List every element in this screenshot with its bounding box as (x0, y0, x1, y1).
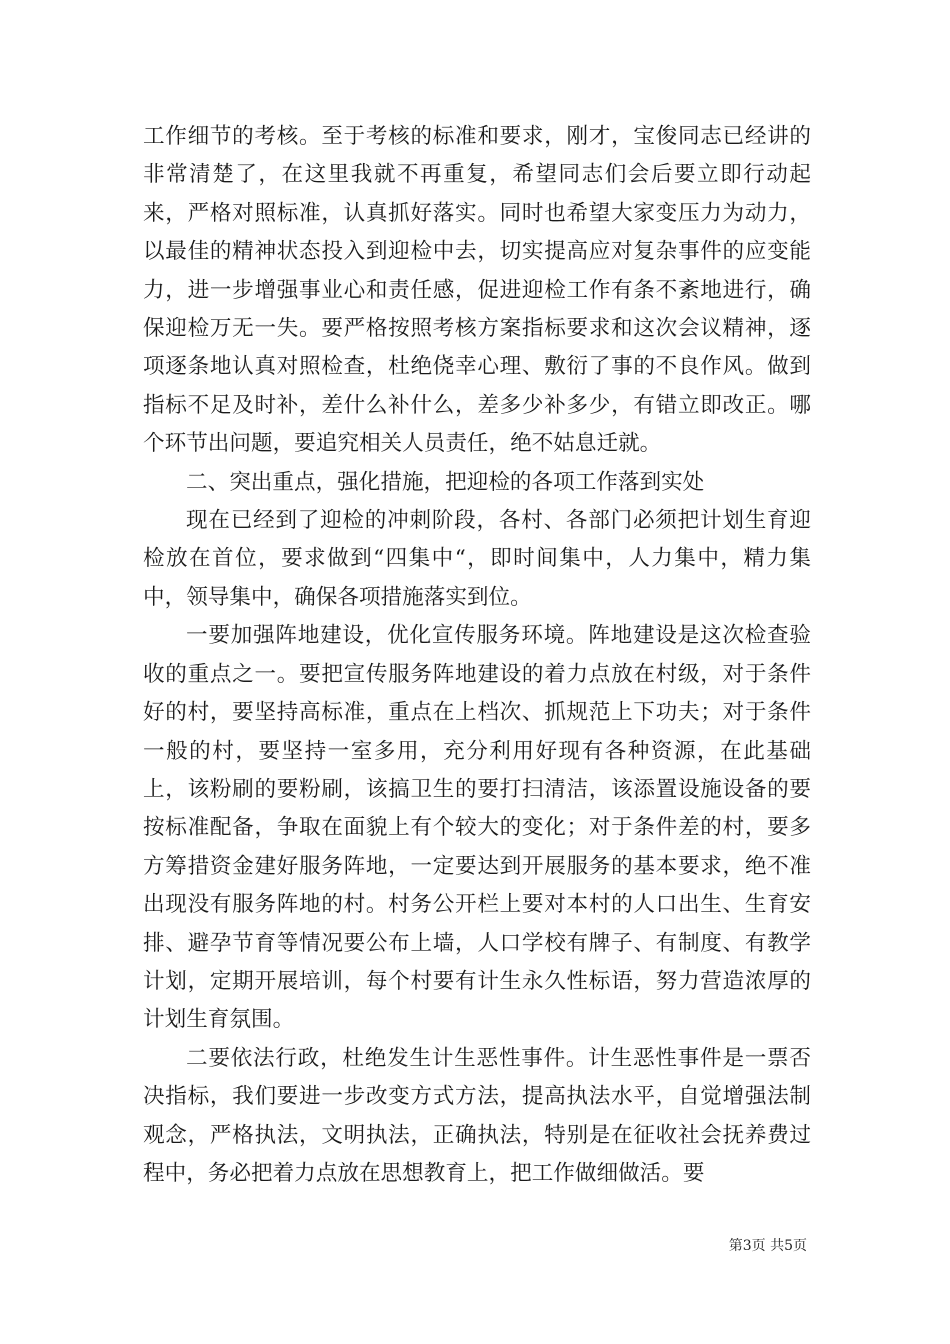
document-body (143, 118, 811, 1193)
paragraph-1: 工作细节的考核。至于考核的标准和要求，刚才，宝俊同志已经讲的非常清楚了，在这里我就不再重复，希望同志们会后要立即行动起来，严格对照标准，认真抓好落实。同时也希望大家变压力为动力，以最佳的精神状态投入到迎检中去，切实提高应对复杂事件的应变能力，进一步增强事业心和责任感，促进迎检工作有条不紊地进行，确保迎检万无一失。要严格按照考核方案指标要求和这次会议精神，逐项逐条地认真对照检查，杜绝侥幸心理、敷衍了事的不良作风。做到指标不足及时补，差什么补什么，差多少补多少，有错立即改正。哪个环节出问题，要追究相关人员责任，绝不姑息迁就。 (143, 124, 811, 457)
page-number-footer: 第3页 共5页 (728, 1238, 807, 1254)
section-heading-2: 二、突出重点，强化措施，把迎检的各项工作落到实处 (186, 469, 705, 495)
paragraph-5: 二要依法行政，杜绝发生计生恶性事件。计生恶性事件是一票否决指标，我们要进一步改变方式方法，提高执法水平，自觉增强法制观念，严格执法，文明执法，正确执法，特别是在征收社会抚养费过程中，务必把着力点放在思想教育上，把工作做细做活。要 (143, 1045, 811, 1186)
paragraph-3: 现在已经到了迎检的冲刺阶段，各村、各部门必须把计划生育迎检放在首位，要求做到“四集中“，即时间集中，人力集中，精力集中，领导集中，确保各项措施落实到位。 (143, 508, 811, 610)
paragraph-4: 一要加强阵地建设，优化宣传服务环境。阵地建设是这次检查验收的重点之一。要把宣传服务阵地建设的着力点放在村级，对于条件好的村，要坚持高标准，重点在上档次、抓规范上下功夫；对于条件一般的村，要坚持一室多用，充分利用好现有各种资源，在此基础上，该粉刷的要粉刷，该搞卫生的要打扫清洁，该添置设施设备的要按标准配备，争取在面貌上有个较大的变化；对于条件差的村，要多方筹措资金建好服务阵地，一定要达到开展服务的基本要求，绝不准出现没有服务阵地的村。村务公开栏上要对本村的人口出生、生育安排、避孕节育等情况要公布上墙，人口学校有牌子、有制度、有教学计划，定期开展培训，每个村要有计生永久性标语，努力营造浓厚的计划生育氛围。 (143, 623, 811, 1033)
